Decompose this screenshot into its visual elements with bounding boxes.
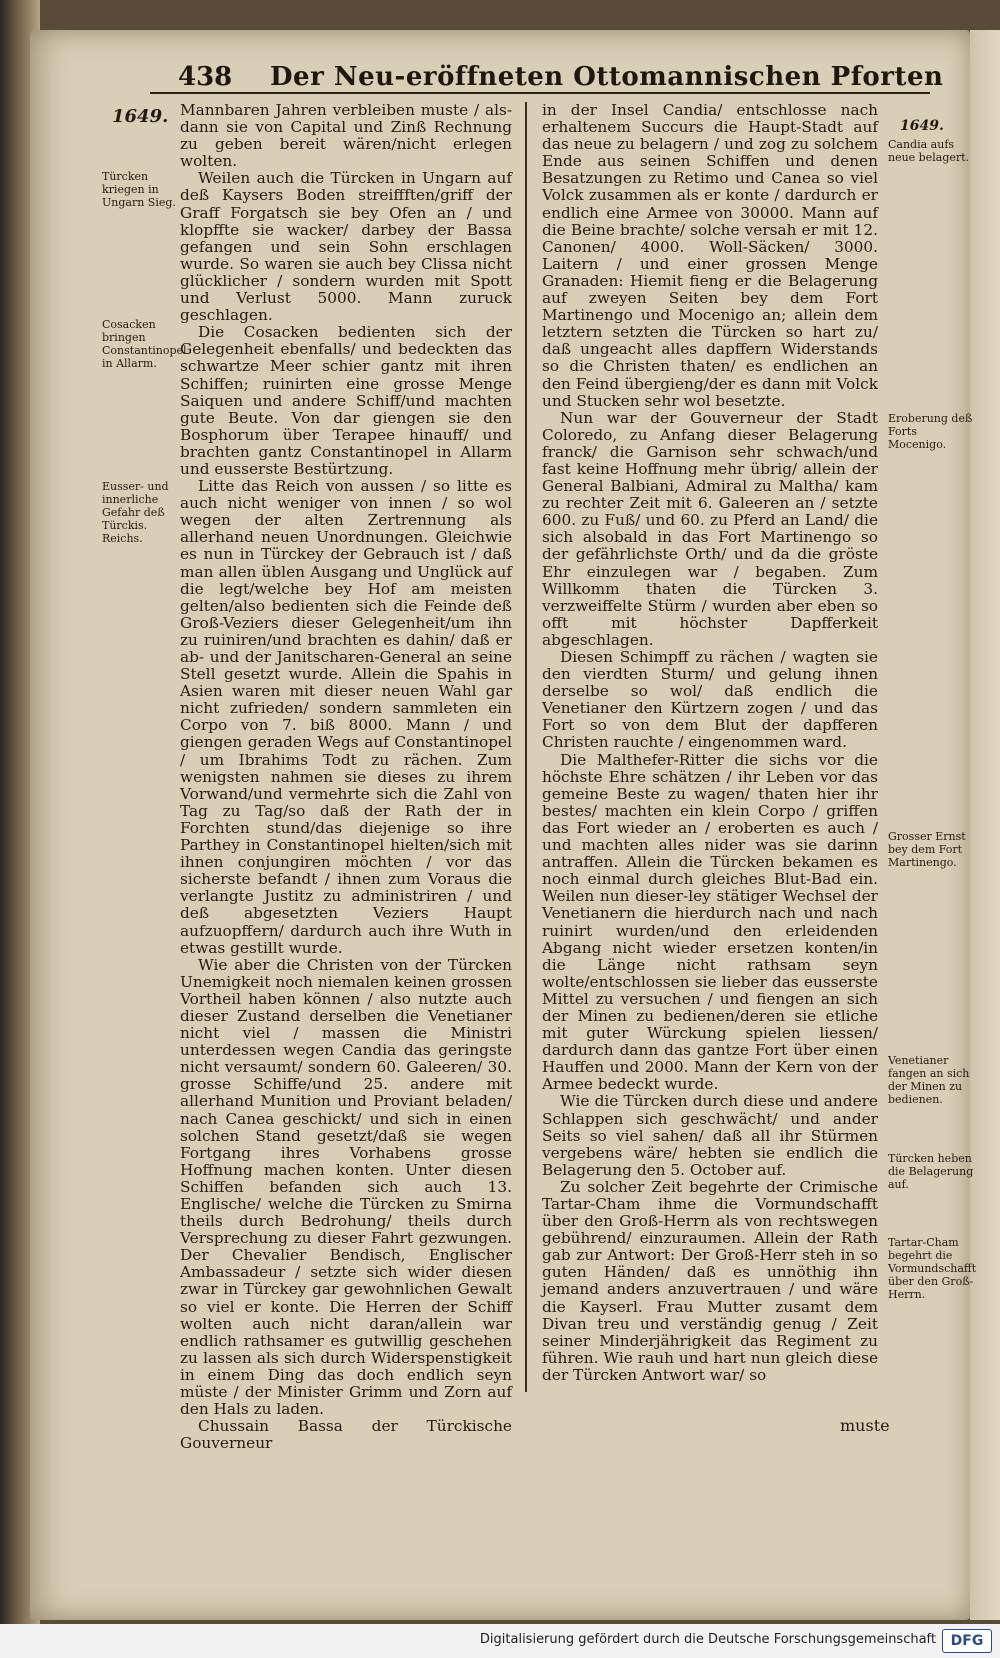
paragraph: Nun war der Gouverneur der Stadt Coloredo, zu Anfang dieser Belagerung franck/ die Garnison sehr schwach/und fast keine Hoffnung mehr übrig/ allein der General Balbiani, Admiral zu Maltha/ kam zu rechter Zeit mit 6. Galeeren an / setzte 600. zu Fuß/ und 60. zu Pferd an Land/ die sich alsobald in das Fort Martinengo so der gefährlichste Orth/ und da die gröste Ehr einzulegen war / begaben. Zum Willkomm thaten die Türcken 3. verzweiffelte Stürm / wurden aber eben so offt mit höchster Dapfferkeit abgeschlagen. — [542, 408, 878, 649]
running-head — [150, 48, 944, 94]
paragraph: Die Malthefer-Ritter die sichs vor die höchste Ehre schätzen / ihr Leben vor das gemeine Beste zu wagen/ thaten hier ihr bestes/ machten ein klein Corpo / griffen das Fort wieder an / eroberten es auch / und machten alles nider was sie darinn antraffen. Allein die Türcken bekamen es noch einmal durch gleiches Blut-Bad ein. Weilen nun dieser-ley stätiger Wechsel der Venetianern die hierdurch nach und nach ruinirt wurden/und den erleidenden Abgang nicht wieder ersetzen konten/in die Länge nicht rathsam seyn wolte/entschlossen sie lieber das eusserste Mittel zu versuchen / und fiengen an sich der Minen zu bedienen/deren sie etliche mit guter Würckung spielen liessen/ dardurch dann das gantze Fort über einen Hauffen und 2000. Mann der Kern von der Armee bedeckt wurde. — [542, 750, 878, 1094]
paragraph: in der Insel Candia/ entschlosse nach erhaltenem Succurs die Haupt-Stadt auf das neue zu belagern / und zog zu solchem Ende aus seinen Schiffen und denen Besatzungen zu Retimo und Canea so viel Volck zusammen als er konte / dardurch er endlich eine Armee von 30000. Mann auf die Beine brachte/ solche versah er mit 12. Canonen/ 4000. Woll-Säcken/ 3000. Laitern / und einer grossen Menge Granaden: Hiemit fieng er die Belagerung auf zweyen Seiten bey dem Fort Martinengo und Mocenigo an; allein dem letztern setzten die Türcken so hart zu/ daß ungeacht alles dapffern Widerstands so die Christen thaten/ es endlichen an den Feind übergieng/der es dann mit Volck und Stucken sehr wol besetzte. — [542, 101, 878, 410]
dfg-logo: DFG — [942, 1629, 992, 1653]
margin-note: Türcken heben die Belagerung auf. — [888, 1152, 974, 1191]
paragraph: Diesen Schimpff zu rächen / wagten sie den vierdten Sturm/ und gelung ihnen derselbe so wol/ daß endlich die Venetianer den Kürtzern zogen / und das Fort so von dem Blut der dapfferen Christen rauchte / eingenommen ward. — [542, 648, 878, 752]
facing-page-edge — [970, 30, 1000, 1620]
paragraph: Die Cosacken bedienten sich der Gelegenheit ebenfalls/ und bedeckten das schwartze Meer schier gantz mit ihren Schiffen; ruinirten eine grosse Menge Saiquen und andere Schiff/und machten gute Beute. Von dar giengen sie den Bosphorum über Terapee hinauff/ und brachten gantz Constantinopel in Allarm und eusserste Bestürtzung. — [180, 323, 512, 478]
margin-note: Cosacken bringen Constantinopel in Allarm. — [102, 318, 187, 370]
paragraph: Wie aber die Christen von der Türcken Unemigkeit noch niemalen keinen grossen Vortheil haben können / also nutzte auch dieser Zustand derselben die Venetianer nicht viel / massen die Ministri unterdessen wegen Candia das geringste nicht versaumt/ sondern 60. Galeeren/ 30. grosse Schiffe/und 25. andere mit allerhand Munition und Proviant beladen/ nach Canea geschickt/ und sich in einen solchen Stand gesetzt/daß sie wegen Fortgang ihres Vorhabens grosse Hoffnung machen konten. Unter diesen Schiffen befanden sich auch 13. Englische/ welche die Türcken zu Smirna theils durch Bedrohung/ theils durch Versprechung zu dieser Fahrt gezwungen. Der Chevalier Bendisch, Englischer Ambassadeur / setzte sich wider diesen zwar in Türckey gar gewohnlichen Gewalt so viel er konte. Die Herren der Schiff wolten auch nicht daran/allein war endlich rathsamer es gutwillig geschehen zu lassen als sich durch Widerspenstigkeit in einem Ding das doch endlich seyn müste / der Minister Grimm und Zorn auf den Hals zu laden. — [180, 955, 512, 1419]
paragraph: Litte das Reich von aussen / so litte es auch nicht weniger von innen / so wol wegen der alten Zertrennung als allerhand neuen Unordnungen. Gleichwie es nun in Türckey der Gebrauch ist / daß man allen üblen Ausgang und Unglück auf die legt/welche bey Hof am meisten gelten/also bedienten sich die Feinde deß Groß-Veziers dieser Gelegenheit/um ihn zu ruiniren/und brachten es dahin/ daß er ab- und der Janitscharen-General an seine Stell gesetzt wurde. Allein die Spahis in Asien waren mit dieser neuen Wahl gar nicht zufrieden/ sondern sammleten ein Corpo von 7. biß 8000. Mann / und giengen geraden Wegs auf Constantinopel / um Ibrahims Todt zu rächen. Zum wenigsten nahmen sie dieses zu ihrem Vorwand/und vermehrte sich die Zahl von Tag zu Tag/so daß der Rath der in Forchten stund/das diejenige so ihre Parthey in Constantinopel hielten/sich mit ihnen conjungiren möchten / vor das sicherste befandt / ihnen zum Voraus die verlangte Justitz zu administriren / und deß abgesetzten Veziers Haupt aufzuopffern/ dardurch auch ihre Wuth in etwas gestillt wurde. — [180, 477, 512, 957]
paragraph: Wie die Türcken durch diese und andere Schlappen sich geschwächt/ und ander Seits so viel sahen/ daß all ihr Stürmen vergebens wäre/ hebten sie endlich die Belagerung den 5. October auf. — [542, 1092, 878, 1179]
page-title: Der Neu-eröffneten Ottomannischen Pforten — [270, 62, 944, 92]
footer-credit: Digitalisierung gefördert durch die Deutsche Forschungsgemeinschaft — [479, 1632, 936, 1647]
footer-bar — [0, 1624, 1000, 1658]
right-text-column — [542, 102, 878, 1414]
year-right: 1649. — [900, 118, 944, 134]
column-divider — [525, 102, 527, 1392]
paragraph: Weilen auch die Türcken in Ungarn auf deß Kaysers Boden streiffften/griff der Graff Forgatsch sie bey Ofen an / und klopffte sie wacker/ darbey der Bassa gefangen und sein Sohn erschlagen wurde. So waren sie auch bey Clissa nicht glücklicher / sondern wurden mit Spott und Verlust 5000. Mann zuruck geschlagen. — [180, 169, 512, 325]
paragraph: Zu solcher Zeit begehrte der Crimische Tartar-Cham ihme die Vormundschafft über den Groß-Herrn als von rechtswegen gebührend/ einzuraumen. Allein der Rath gab zur Antwort: Der Groß-Herr steh in so guten Händen/ daß es unnöthig ihn jemand anders anzuvertrauen / und wäre die Kayserl. Frau Mutter zusamt dem Divan treu und verständig genug / Zeit seiner Minderjährigkeit das Regiment zu führen. Wie rauh und hart nun gleich diese der Türcken Antwort war/ so — [542, 1177, 878, 1384]
margin-note: Tartar-Cham begehrt die Vormundschafft über den Groß-Herrn. — [888, 1236, 977, 1301]
catchword: muste — [840, 1416, 890, 1435]
year-left: 1649. — [112, 106, 169, 127]
page-number: 438 — [178, 62, 233, 92]
paragraph: Mannbaren Jahren verbleiben muste / als-dann sie von Capital und Zinß Rechnung zu geben bereit wären/nicht erlegen wolten. — [180, 101, 512, 171]
margin-note: Eusser- und innerliche Gefahr deß Türckis. Reichs. — [102, 480, 169, 545]
margin-note: Venetianer fangen an sich der Minen zu bedienen. — [888, 1054, 970, 1106]
margin-note: Grosser Ernst bey dem Fort Martinengo. — [888, 830, 966, 869]
margin-note: Eroberung deß Forts Mocenigo. — [888, 412, 973, 451]
paragraph: Chussain Bassa der Türckische Gouverneur — [180, 1417, 512, 1453]
left-text-column — [180, 101, 512, 1453]
margin-note: Candia aufs neue belagert. — [888, 138, 970, 164]
margin-note: Türcken kriegen in Ungarn Sieg. — [102, 170, 176, 209]
